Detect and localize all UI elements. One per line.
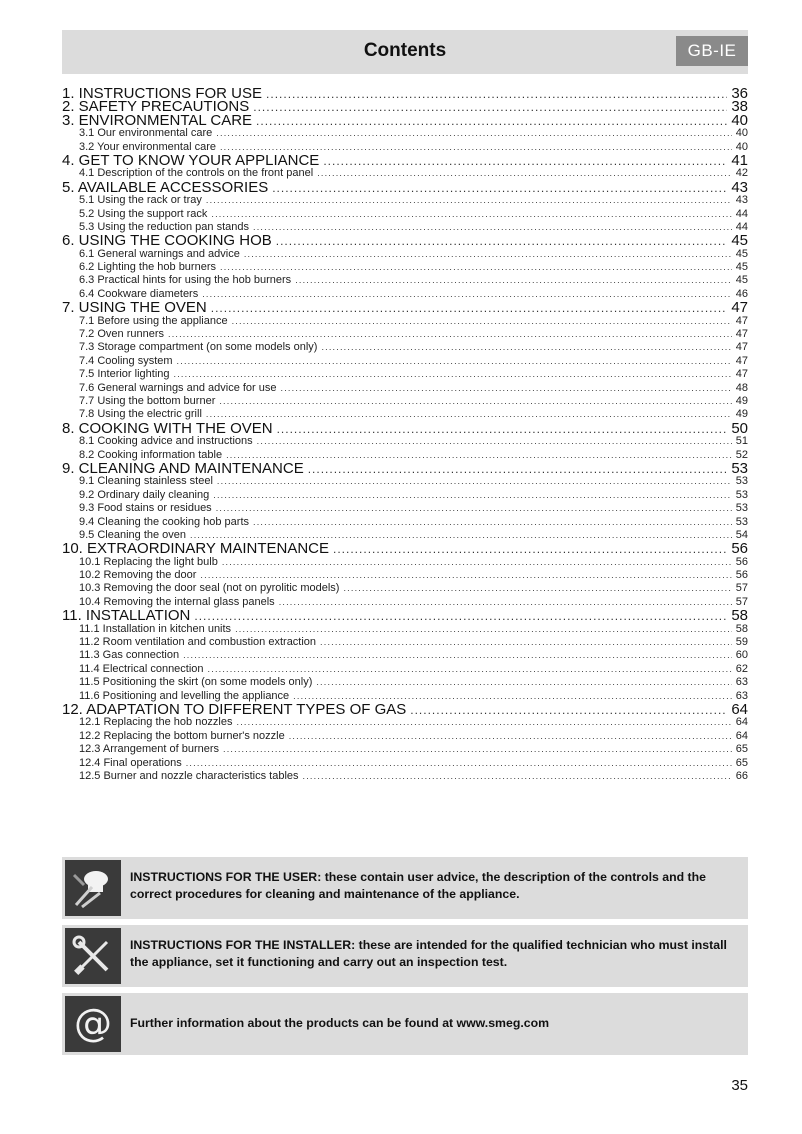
toc-entry-page: 56	[735, 569, 748, 582]
toc-leader-dots	[232, 315, 732, 328]
toc-leader-dots	[168, 328, 732, 341]
installer-instructions-text: INSTRUCTIONS FOR THE INSTALLER: these are intended for the qualified technician who must install the appliance, set it functioning and carry out an inspection test.	[130, 938, 727, 969]
toc-entry-page: 54	[735, 528, 748, 541]
toc-leader-dots	[295, 274, 732, 287]
toc-leader-dots	[183, 649, 732, 662]
toc-section-row	[62, 127, 748, 140]
wrench-screwdriver-icon	[65, 928, 121, 984]
toc-leader-dots	[253, 516, 732, 529]
toc-entry-label: 10.2 Removing the door	[79, 569, 197, 582]
toc-leader-dots	[289, 730, 732, 743]
toc-leader-dots	[216, 127, 731, 140]
toc-leader-dots	[194, 610, 727, 623]
toc-entry-label: 7.5 Interior lighting	[79, 368, 170, 381]
toc-entry-label: 3. ENVIRONMENTAL CARE	[62, 111, 253, 129]
toc-entry-label: 9.4 Cleaning the cooking hob parts	[79, 515, 250, 528]
toc-entry-page: 45	[731, 232, 748, 250]
toc-leader-dots	[222, 556, 732, 569]
toc-entry-label: 6. USING THE COOKING HOB	[62, 232, 272, 250]
toc-section-row	[62, 582, 748, 595]
toc-entry-label: 7.1 Before using the appliance	[79, 314, 228, 327]
toc-leader-dots	[220, 261, 732, 274]
toc-entry-label: 8. COOKING WITH THE OVEN	[62, 419, 273, 437]
toc-section-row	[62, 248, 748, 261]
toc-leader-dots	[216, 502, 732, 515]
toc-entry-label: 11.5 Positioning the skirt (on some models only)	[79, 676, 313, 689]
toc-entry-page: 44	[735, 220, 748, 233]
toc-entry-page: 64	[735, 716, 748, 729]
toc-leader-dots	[343, 582, 731, 595]
user-instructions-text: INSTRUCTIONS FOR THE USER: these contain user advice, the description of the controls and the correct procedures for cleaning and maintenance of the appliance.	[130, 870, 706, 901]
toc-entry-page: 58	[735, 622, 748, 635]
toc-entry-label: 9. CLEANING AND MAINTENANCE	[62, 459, 304, 477]
toc-entry-page: 47	[731, 299, 748, 317]
toc-entry-label: 9.3 Food stains or residues	[79, 502, 212, 515]
toc-entry-label: 5.2 Using the support rack	[79, 207, 208, 220]
toc-entry-page: 42	[735, 167, 748, 180]
toc-entry-page: 64	[735, 729, 748, 742]
toc-leader-dots	[303, 770, 732, 783]
toc-entry-label: 5.3 Using the reduction pan stands	[79, 220, 250, 233]
toc-section-row	[62, 328, 748, 341]
toc-entry-label: 7.2 Oven runners	[79, 328, 164, 341]
toc-leader-dots	[206, 408, 732, 421]
toc-entry-label: 11.4 Electrical connection	[79, 662, 204, 675]
toc-entry-page: 53	[735, 475, 748, 488]
toc-leader-dots	[277, 423, 728, 436]
toc-section-row	[62, 757, 748, 770]
toc-entry-page: 59	[735, 636, 748, 649]
toc-entry-page: 45	[735, 261, 748, 274]
toc-entry-label: 7.4 Cooling system	[79, 354, 173, 367]
chef-hat-utensils-icon	[65, 860, 121, 916]
toc-entry-label: 10.1 Replacing the light bulb	[79, 555, 218, 568]
toc-leader-dots	[186, 757, 732, 770]
toc-section-row	[62, 623, 748, 636]
toc-section-row	[62, 556, 748, 569]
toc-entry-label: 7.6 General warnings and advice for use	[79, 381, 277, 394]
toc-entry-page: 53	[735, 488, 748, 501]
toc-leader-dots	[217, 475, 732, 488]
toc-entry-label: 8.2 Cooking information table	[79, 448, 223, 461]
toc-entry-page: 41	[731, 151, 748, 169]
toc-leader-dots	[208, 663, 732, 676]
toc-entry-page: 50	[731, 419, 748, 437]
toc-entry-label: 3.2 Your environmental care	[79, 140, 216, 153]
toc-leader-dots	[244, 248, 732, 261]
toc-section-row	[62, 743, 748, 756]
toc-entry-page: 47	[735, 314, 748, 327]
toc-leader-dots	[200, 569, 731, 582]
web-info-box	[62, 993, 748, 1055]
web-info-text: Further information about the products can be found at www.smeg.com	[130, 1016, 550, 1030]
toc-entry-page: 62	[735, 662, 748, 675]
toc-entry-label: 12.1 Replacing the hob nozzles	[79, 716, 233, 729]
toc-section-row	[62, 194, 748, 207]
toc-leader-dots	[316, 676, 731, 689]
toc-section-row	[62, 315, 748, 328]
toc-leader-dots	[206, 194, 732, 207]
toc-section-row	[62, 502, 748, 515]
toc-section-row	[62, 730, 748, 743]
toc-entry-label: 10.3 Removing the door seal (not on pyrolitic models)	[79, 582, 340, 595]
toc-entry-label: 12.5 Burner and nozzle characteristics tables	[79, 769, 299, 782]
toc-entry-label: 10.4 Removing the internal glass panels	[79, 595, 275, 608]
toc-entry-label: 4. GET TO KNOW YOUR APPLIANCE	[62, 151, 320, 169]
toc-leader-dots	[253, 221, 732, 234]
toc-entry-label: 8.1 Cooking advice and instructions	[79, 435, 253, 448]
toc-entry-label: 11. INSTALLATION	[62, 607, 191, 625]
toc-leader-dots	[317, 167, 732, 180]
toc-section-row	[62, 716, 748, 729]
toc-entry-page: 65	[735, 756, 748, 769]
toc-entry-page: 51	[735, 435, 748, 448]
table-of-contents	[62, 87, 748, 783]
toc-entry-label: 3.1 Our environmental care	[79, 127, 213, 140]
toc-chapter-row	[62, 232, 748, 250]
toc-entry-page: 57	[735, 595, 748, 608]
toc-entry-label: 7.3 Storage compartment (on some models only)	[79, 341, 318, 354]
toc-section-row	[62, 516, 748, 529]
toc-section-row	[62, 368, 748, 381]
toc-entry-label: 6.1 General warnings and advice	[79, 247, 240, 260]
toc-chapter-row	[62, 299, 748, 317]
toc-entry-label: 6.4 Cookware diameters	[79, 287, 199, 300]
toc-leader-dots	[257, 435, 732, 448]
toc-entry-page: 40	[735, 140, 748, 153]
toc-entry-label: 1. INSTRUCTIONS FOR USE	[62, 85, 263, 102]
toc-section-row	[62, 569, 748, 582]
toc-section-row	[62, 636, 748, 649]
toc-entry-page: 43	[735, 194, 748, 207]
toc-entry-label: 7.7 Using the bottom burner	[79, 394, 216, 407]
toc-entry-label: 9.5 Cleaning the oven	[79, 528, 187, 541]
toc-leader-dots	[272, 182, 727, 195]
toc-leader-dots	[213, 489, 732, 502]
toc-entry-label: 7.8 Using the electric grill	[79, 408, 202, 421]
toc-entry-label: 5. AVAILABLE ACCESSORIES	[62, 178, 269, 196]
toc-chapter-row	[62, 607, 748, 625]
toc-section-row	[62, 382, 748, 395]
toc-leader-dots	[256, 115, 727, 128]
toc-chapter-row	[62, 700, 748, 718]
toc-entry-label: 4.1 Description of the controls on the front panel	[79, 167, 314, 180]
toc-section-row	[62, 341, 748, 354]
page-title: Contents	[363, 40, 447, 61]
toc-entry-page: 49	[735, 394, 748, 407]
toc-entry-label: 11.1 Installation in kitchen units	[79, 622, 232, 635]
toc-section-row	[62, 475, 748, 488]
page-number: 35	[731, 1077, 748, 1094]
toc-leader-dots	[333, 543, 727, 556]
toc-entry-page: 47	[735, 341, 748, 354]
toc-entry-page: 44	[735, 207, 748, 220]
toc-entry-label: 6.2 Lighting the hob burners	[79, 261, 216, 274]
toc-entry-page: 60	[735, 649, 748, 662]
toc-section-row	[62, 395, 748, 408]
toc-entry-page: 65	[735, 743, 748, 756]
toc-entry-page: 56	[731, 540, 748, 558]
toc-entry-label: 6.3 Practical hints for using the hob burners	[79, 274, 292, 287]
toc-section-row	[62, 435, 748, 448]
toc-leader-dots	[174, 368, 732, 381]
toc-entry-label: 12.3 Arrangement of burners	[79, 743, 220, 756]
toc-entry-page: 49	[735, 408, 748, 421]
toc-entry-page: 56	[735, 555, 748, 568]
contents-header	[62, 30, 748, 74]
user-instructions-box	[62, 857, 748, 919]
toc-section-row	[62, 208, 748, 221]
toc-chapter-row	[62, 419, 748, 437]
toc-section-row	[62, 649, 748, 662]
toc-leader-dots	[177, 355, 732, 368]
toc-entry-page: 43	[731, 178, 748, 196]
toc-entry-page: 63	[735, 676, 748, 689]
toc-section-row	[62, 355, 748, 368]
toc-leader-dots	[202, 288, 732, 301]
toc-leader-dots	[308, 463, 728, 476]
toc-leader-dots	[211, 302, 728, 315]
toc-entry-page: 58	[731, 607, 748, 625]
toc-section-row	[62, 261, 748, 274]
toc-leader-dots	[223, 743, 732, 756]
toc-leader-dots	[235, 623, 732, 636]
toc-leader-dots	[253, 101, 727, 114]
toc-leader-dots	[410, 704, 727, 717]
toc-entry-label: 9.2 Ordinary daily cleaning	[79, 488, 210, 501]
toc-section-row	[62, 676, 748, 689]
svg-text:@: @	[74, 1002, 112, 1045]
toc-entry-label: 2. SAFETY PRECAUTIONS	[62, 98, 250, 116]
toc-chapter-row	[62, 111, 748, 129]
toc-leader-dots	[211, 208, 731, 221]
toc-section-row	[62, 489, 748, 502]
toc-leader-dots	[266, 88, 727, 101]
toc-entry-label: 7. USING THE OVEN	[62, 299, 207, 317]
toc-section-row	[62, 663, 748, 676]
toc-entry-label: 5.1 Using the rack or tray	[79, 194, 202, 207]
toc-leader-dots	[279, 596, 732, 609]
toc-entry-page: 63	[735, 689, 748, 702]
toc-leader-dots	[321, 341, 731, 354]
toc-entry-page: 36	[731, 85, 748, 102]
toc-chapter-row	[62, 540, 748, 558]
toc-entry-page: 45	[735, 247, 748, 260]
toc-entry-page: 53	[735, 502, 748, 515]
toc-leader-dots	[219, 395, 731, 408]
toc-entry-label: 9.1 Cleaning stainless steel	[79, 475, 213, 488]
toc-entry-label: 10. EXTRAORDINARY MAINTENANCE	[62, 540, 330, 558]
toc-section-row	[62, 274, 748, 287]
toc-entry-page: 40	[731, 111, 748, 129]
installer-instructions-box	[62, 925, 748, 987]
toc-entry-label: 11.3 Gas connection	[79, 649, 180, 662]
toc-entry-page: 53	[731, 459, 748, 477]
toc-leader-dots	[320, 636, 732, 649]
toc-entry-page: 64	[731, 700, 748, 718]
toc-entry-label: 11.6 Positioning and levelling the appliance	[79, 689, 290, 702]
toc-entry-page: 47	[735, 368, 748, 381]
toc-entry-page: 48	[735, 381, 748, 394]
toc-leader-dots	[281, 382, 732, 395]
toc-chapter-row	[62, 151, 748, 169]
at-sign-icon	[65, 996, 121, 1052]
toc-entry-page: 53	[735, 515, 748, 528]
language-badge: GB-IE	[676, 36, 748, 66]
toc-entry-page: 52	[735, 448, 748, 461]
toc-entry-label: 11.2 Room ventilation and combustion extraction	[79, 636, 317, 649]
toc-entry-label: 12.2 Replacing the bottom burner's nozzle	[79, 729, 285, 742]
toc-entry-page: 40	[735, 127, 748, 140]
toc-entry-page: 38	[731, 98, 748, 116]
toc-chapter-row	[62, 178, 748, 196]
toc-entry-page: 47	[735, 328, 748, 341]
toc-leader-dots	[276, 235, 728, 248]
toc-entry-page: 45	[735, 274, 748, 287]
toc-leader-dots	[323, 155, 727, 168]
toc-entry-page: 46	[735, 287, 748, 300]
toc-entry-page: 66	[735, 769, 748, 782]
toc-entry-label: 12.4 Final operations	[79, 756, 182, 769]
toc-entry-label: 12. ADAPTATION TO DIFFERENT TYPES OF GAS	[62, 700, 407, 718]
toc-section-row	[62, 770, 748, 783]
toc-entry-page: 47	[735, 354, 748, 367]
toc-chapter-row	[62, 459, 748, 477]
toc-entry-page: 57	[735, 582, 748, 595]
toc-leader-dots	[237, 716, 732, 729]
